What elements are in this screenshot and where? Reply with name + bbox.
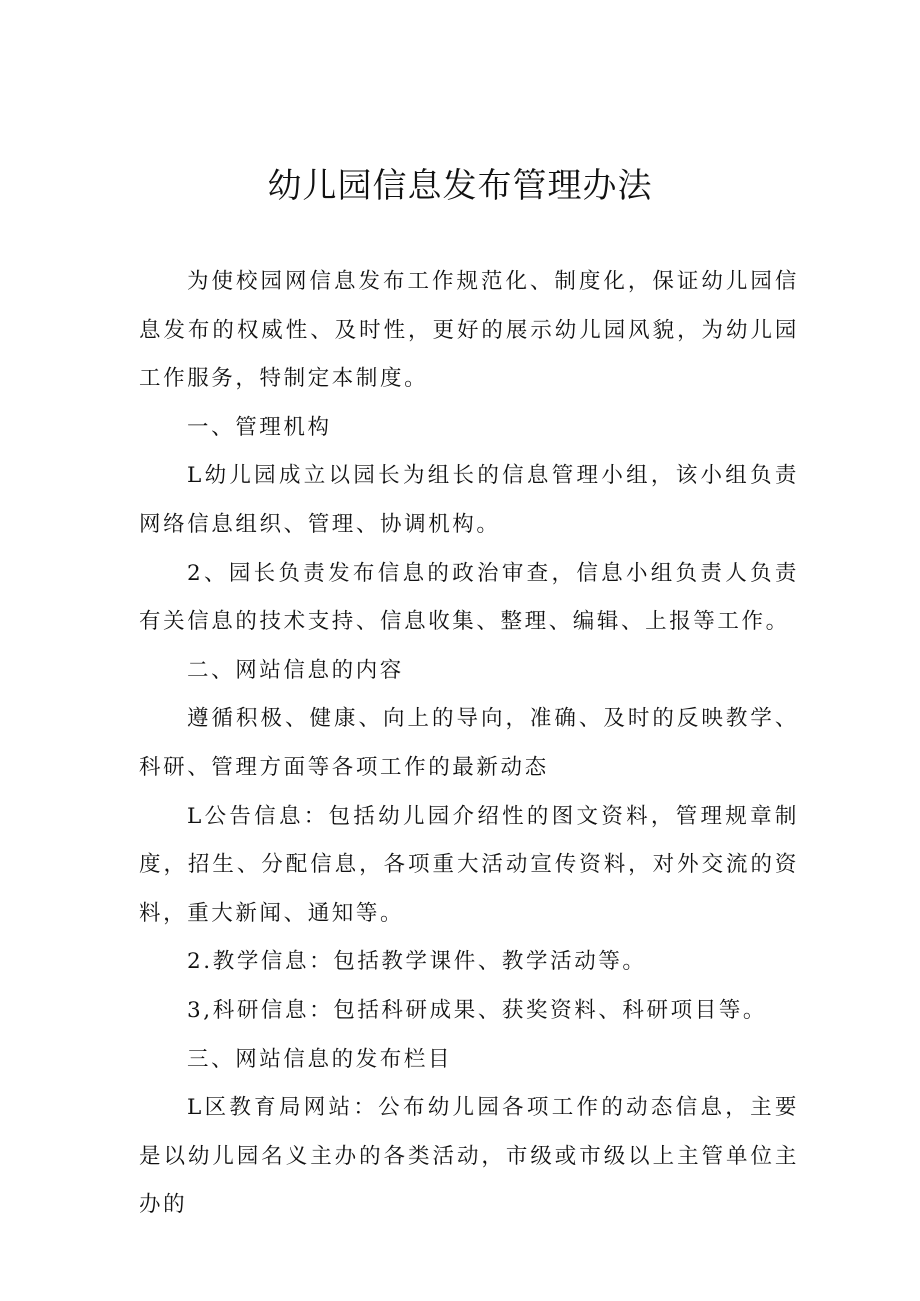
paragraph-district-website: L区教育局网站：公布幼儿园各项工作的动态信息，主要是以幼儿园名义主办的各类活动，市级或市级以上主管单位主办的 <box>139 1095 799 1218</box>
paragraph-purpose: 为使校园网信息发布工作规范化、制度化，保证幼儿园信息发布的权威性、及时性，更好的展示幼儿园风貌，为幼儿园工作服务，特制定本制度。 <box>139 269 799 392</box>
section-heading-content: 二、网站信息的内容 <box>187 657 404 683</box>
paragraph-management-group: L幼儿园成立以园长为组长的信息管理小组，该小组负责网络信息组织、管理、协调机构。 <box>139 463 799 537</box>
document-title: 幼儿园信息发布管理办法 <box>267 166 653 206</box>
paragraph-research-info: 3,科研信息：包括科研成果、获奖资料、科研项目等。 <box>187 997 768 1023</box>
document-body <box>139 258 799 1230</box>
paragraph-teaching-info: 2.教学信息：包括教学课件、教学活动等。 <box>187 949 647 975</box>
section-heading-management: 一、管理机构 <box>187 414 332 440</box>
paragraph-announcements: L公告信息：包括幼儿园介绍性的图文资料，管理规章制度，招生、分配信息，各项重大活动宣传资料，对外交流的资料，重大新闻、通知等。 <box>139 803 799 926</box>
section-heading-columns: 三、网站信息的发布栏目 <box>187 1046 453 1072</box>
paragraph-director-review: 2、园长负责发布信息的政治审查，信息小组负责人负责有关信息的技术支持、信息收集、整理、编辑、上报等工作。 <box>139 560 799 635</box>
paragraph-guideline: 遵循积极、健康、向上的导向，准确、及时的反映教学、科研、管理方面等各项工作的最新动态 <box>139 706 799 780</box>
